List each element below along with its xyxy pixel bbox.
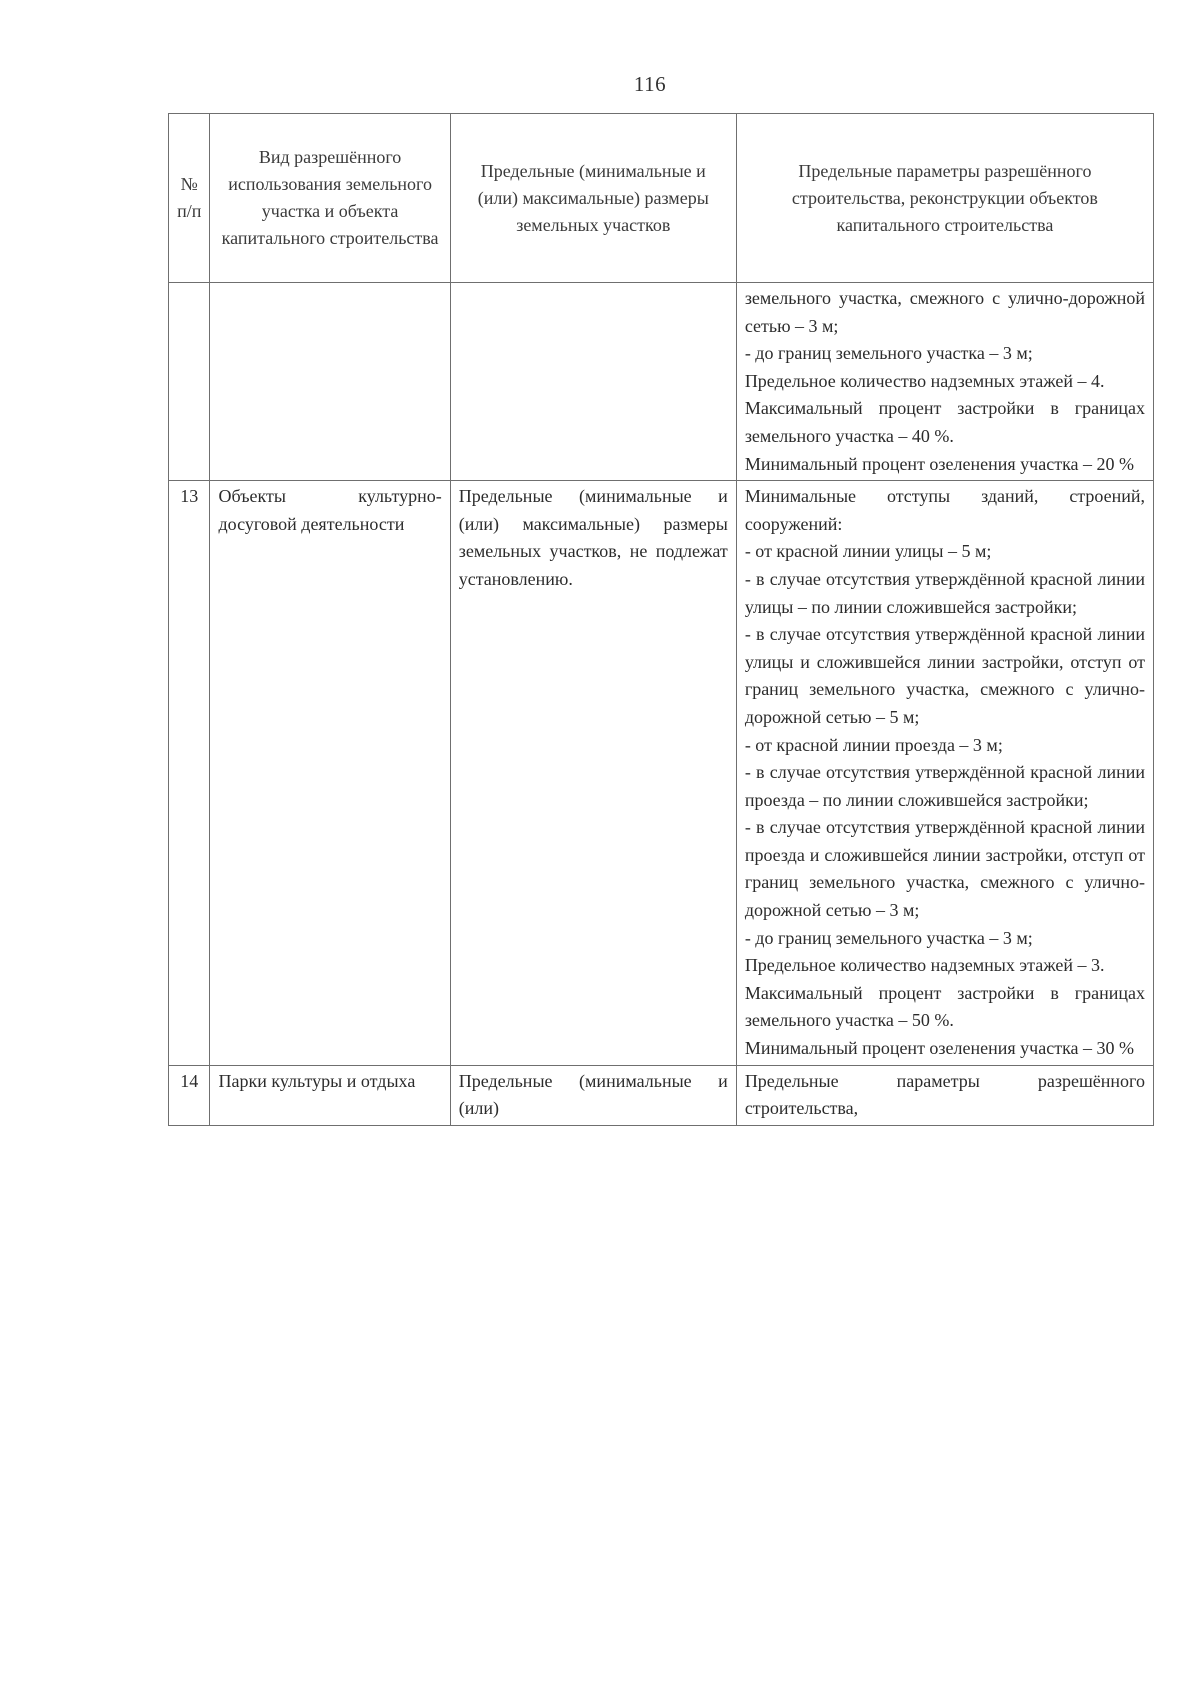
- param-line: земельного участка, смежного с улично-дорожной сетью – 3 м;: [744, 288, 1145, 336]
- param-line: - до границ земельного участка – 3 м;: [744, 343, 1033, 364]
- param-line: Минимальный процент озеленения участка – 30 %: [744, 1038, 1135, 1059]
- row-number: [169, 283, 210, 481]
- table-header-row: [169, 114, 1154, 283]
- header-plot-size: Предельные (минимальные и (или) максимальные) размеры земельных участков: [450, 114, 736, 283]
- row-number: 13: [169, 481, 210, 1065]
- param-line: - до границ земельного участка – 3 м;: [744, 927, 1033, 948]
- header-construction-params: Предельные параметры разрешённого строительства, реконструкции объектов капитального строительства: [736, 114, 1153, 283]
- row-construction-params: [736, 481, 1153, 1065]
- row-use-type: Парки культуры и отдыха: [210, 1065, 450, 1125]
- param-line: Предельные параметры разрешённого строительства,: [744, 1070, 1145, 1119]
- row-use-type: [210, 283, 450, 481]
- row-plot-size: [450, 283, 736, 481]
- param-line: Предельное количество надземных этажей – 3.: [744, 955, 1105, 976]
- row-construction-params: [736, 283, 1153, 481]
- param-line: Максимальный процент застройки в границах земельного участка – 40 %.: [744, 398, 1145, 446]
- header-number: № п/п: [169, 114, 210, 283]
- row-plot-size: Предельные (минимальные и (или) максимальные) размеры земельных участков, не подлежат установлению.: [450, 481, 736, 1065]
- param-line: - в случае отсутствия утверждённой красной линии улицы – по линии сложившейся застройки;: [744, 568, 1145, 617]
- header-use-type: Вид разрешённого использования земельного участка и объекта капитального строительства: [210, 114, 450, 283]
- row-construction-params: [736, 1065, 1153, 1125]
- table-row: [169, 1065, 1154, 1125]
- param-line: Максимальный процент застройки в границах земельного участка – 50 %.: [744, 982, 1145, 1031]
- table-row: [169, 481, 1154, 1065]
- page-number: 116: [633, 72, 667, 96]
- param-line: Предельное количество надземных этажей – 4.: [744, 370, 1105, 391]
- param-line: - в случае отсутствия утверждённой красной линии улицы и сложившейся линии застройки, отступ от границ земельного участка, смежного с улично-дорожной сетью – 5 м;: [744, 624, 1145, 727]
- table-row: [169, 283, 1154, 481]
- param-line: Минимальные отступы зданий, строений, сооружений:: [744, 486, 1145, 534]
- param-line: - от красной линии проезда – 3 м;: [744, 734, 1003, 755]
- param-line: - от красной линии улицы – 5 м;: [744, 541, 992, 562]
- param-line: Минимальный процент озеленения участка – 20 %: [744, 453, 1135, 474]
- row-use-type: Объекты культурно-досуговой деятельности: [210, 481, 450, 1065]
- row-number: 14: [169, 1065, 210, 1125]
- regulations-table: [168, 113, 1154, 1126]
- row-plot-size: Предельные (минимальные и (или): [450, 1065, 736, 1125]
- param-line: - в случае отсутствия утверждённой красной линии проезда – по линии сложившейся застройки;: [744, 762, 1145, 810]
- param-line: - в случае отсутствия утверждённой красной линии проезда и сложившейся линии застройки, отступ от границ земельного участка, смежного с улично-дорожной сетью – 3 м;: [744, 817, 1145, 921]
